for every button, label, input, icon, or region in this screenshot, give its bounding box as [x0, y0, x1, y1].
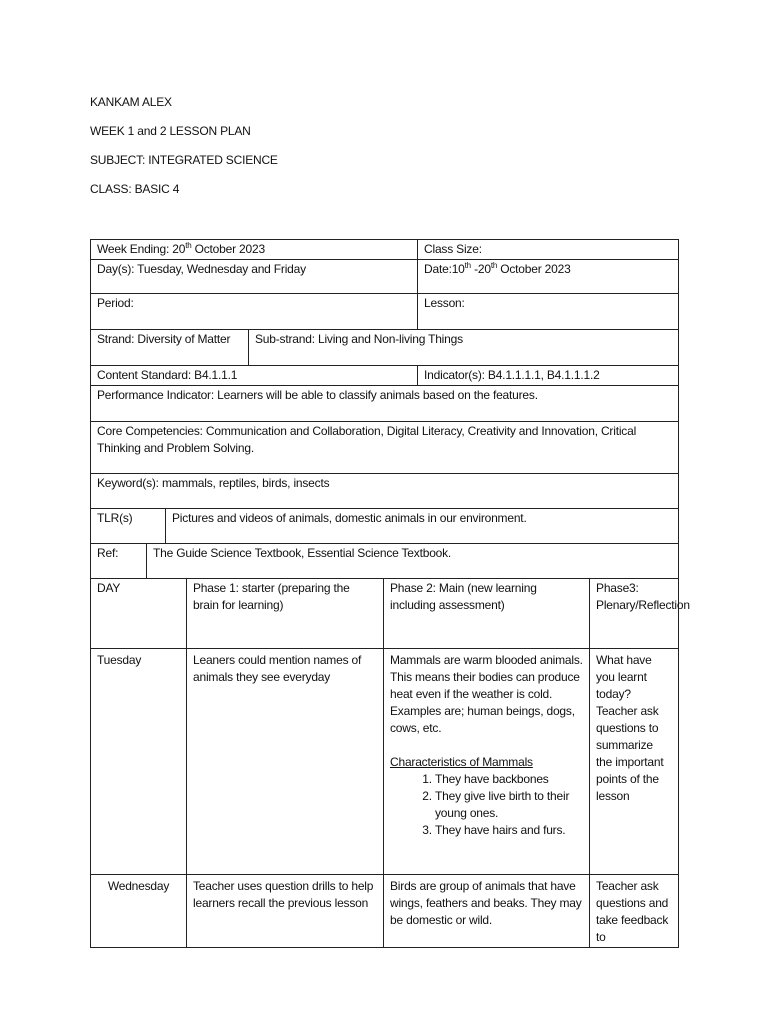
subject-line: SUBJECT: INTEGRATED SCIENCE: [90, 153, 278, 167]
row-day: Tuesday: [91, 649, 187, 875]
performance-indicator-cell: Performance Indicator: Learners will be able to classify animals based on the features.: [91, 386, 679, 422]
ref-label: Ref:: [91, 544, 147, 579]
content-standard-cell: Content Standard: B4.1.1.1: [91, 366, 418, 386]
lesson-plan-table: [90, 239, 690, 948]
row-plenary: What have you learnt today? Teacher ask questions to summarize the important points of the lesson: [590, 649, 679, 875]
strand-cell: Strand: Diversity of Matter: [91, 330, 249, 366]
table-row: [91, 649, 679, 875]
row-starter: Leaners could mention names of animals they see everyday: [187, 649, 384, 875]
row-day: Wednesday: [91, 875, 187, 948]
phase1-header: Phase 1: starter (preparing the brain for learning): [187, 579, 384, 649]
tlr-label: TLR(s): [91, 509, 166, 544]
lesson-cell: Lesson:: [418, 294, 679, 330]
phase3-header: Phase3: Plenary/Reflection: [590, 579, 679, 649]
week-ending-cell: Week Ending: 20th October 2023: [91, 240, 418, 260]
tlr-value: Pictures and videos of animals, domestic animals in our environment.: [166, 509, 679, 544]
row-main: [384, 649, 590, 875]
period-cell: Period:: [91, 294, 418, 330]
row-main: Birds are group of animals that have wings, feathers and beaks. They may be domestic or wild.: [384, 875, 590, 948]
row-plenary: Teacher ask questions and take feedback to: [590, 875, 679, 948]
main-heading: Characteristics of Mammals: [390, 755, 533, 769]
day-header: DAY: [91, 579, 187, 649]
main-intro: Mammals are warm blooded animals. This means their bodies can produce heat even if the weather is cold. Examples are; human beings, dogs, cows, etc.: [390, 653, 583, 735]
list-item: 3. They have hairs and furs.: [435, 822, 583, 839]
teacher-name: KANKAM ALEX: [90, 95, 172, 109]
days-cell: Day(s): Tuesday, Wednesday and Friday: [91, 260, 418, 294]
plan-title: WEEK 1 and 2 LESSON PLAN: [90, 124, 251, 138]
core-competencies-cell: Core Competencies: Communication and Collaboration, Digital Literacy, Creativity and Innovation, Critical Thinking and Problem Solving.: [91, 422, 679, 474]
date-cell: Date:10th -20th October 2023: [418, 260, 679, 294]
table-row: [91, 875, 679, 948]
characteristics-list: [390, 771, 583, 839]
keywords-cell: Keyword(s): mammals, reptiles, birds, insects: [91, 474, 679, 509]
list-item: 1. They have backbones: [435, 771, 583, 788]
ref-value: The Guide Science Textbook, Essential Science Textbook.: [147, 544, 679, 579]
row-starter: Teacher uses question drills to help learners recall the previous lesson: [187, 875, 384, 948]
phase2-header: Phase 2: Main (new learning including assessment): [384, 579, 590, 649]
indicators-cell: Indicator(s): B4.1.1.1.1, B4.1.1.1.2: [418, 366, 679, 386]
class-line: CLASS: BASIC 4: [90, 182, 180, 196]
sub-strand-cell: Sub-strand: Living and Non-living Things: [249, 330, 679, 366]
class-size-cell: Class Size:: [418, 240, 679, 260]
list-item: 2. They give live birth to their young ones.: [435, 788, 583, 822]
